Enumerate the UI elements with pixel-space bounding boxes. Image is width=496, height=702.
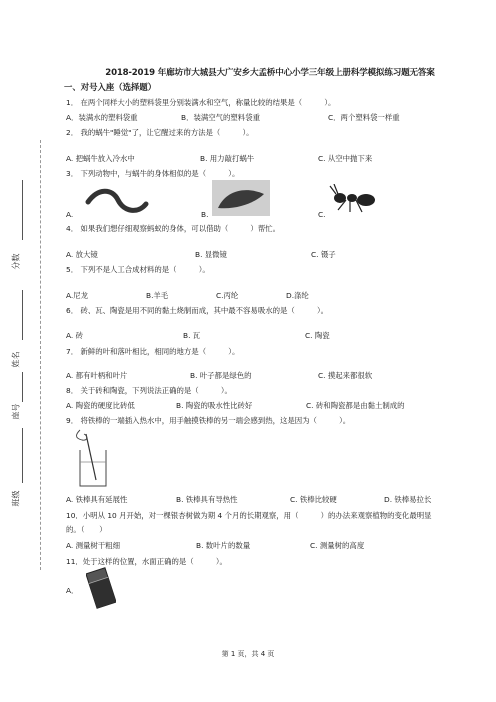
question-3: 3． 下列动物中，与蜗牛的身体相似的是（ ）。 bbox=[66, 169, 240, 178]
q1-option-a: A．装满水的塑料袋重 bbox=[66, 113, 138, 122]
q2-option-a: A. 把蜗牛放入冷水中 bbox=[66, 154, 135, 163]
q10-option-a: A. 测量树干粗细 bbox=[66, 541, 120, 550]
name-label: 姓名 bbox=[11, 351, 21, 368]
student-id-blank-line bbox=[22, 372, 23, 402]
q7-option-b: B. 叶子都是绿色的 bbox=[190, 371, 252, 380]
name-blank-line bbox=[22, 290, 23, 340]
page-footer: 第 1 页，共 4 页 bbox=[221, 650, 275, 658]
section-heading: 一、对号入座（选择题） bbox=[64, 82, 157, 92]
q6-option-c: C. 陶瓷 bbox=[305, 331, 330, 340]
tilted-container-image bbox=[86, 566, 116, 610]
q5-option-a: A.尼龙 bbox=[66, 291, 89, 300]
slug-image bbox=[212, 180, 270, 216]
question-1: 1． 在两个同样大小的塑料袋里分别装满水和空气，称量比较的结果是（ ）。 bbox=[66, 98, 336, 107]
question-7: 7． 新鲜的叶和落叶相比，相同的地方是（ ）。 bbox=[66, 347, 240, 356]
q5-option-d: D.涤纶 bbox=[286, 291, 309, 300]
q7-option-a: A. 都有叶柄和叶片 bbox=[66, 371, 128, 380]
question-2: 2． 我的蜗牛"睡觉"了，让它醒过来的方法是（ ）。 bbox=[66, 128, 254, 137]
q8-option-c: C. 砖和陶瓷都是由黏土制成的 bbox=[306, 401, 405, 410]
q2-option-b: B. 用力敲打蜗牛 bbox=[200, 154, 255, 163]
class-label: 班级 bbox=[11, 490, 21, 507]
q9-option-c: C. 铁棒比较硬 bbox=[290, 495, 337, 504]
q4-option-c: C. 镊子 bbox=[311, 250, 336, 259]
score-label: 分数 bbox=[11, 253, 21, 270]
q3-option-b: B. bbox=[201, 210, 209, 219]
question-11: 11．处于这样的位置，水面正确的是（ ）。 bbox=[66, 557, 227, 566]
q1-option-b: B．装满空气的塑料袋重 bbox=[181, 113, 260, 122]
beaker-with-rod-image bbox=[66, 428, 116, 490]
q1-option-c: C．两个塑料袋一样重 bbox=[328, 113, 400, 122]
score-blank-line bbox=[22, 180, 23, 240]
q5-option-c: C.丙纶 bbox=[216, 291, 239, 300]
page-title: 2018-2019 年廊坊市大城县大广安乡大孟桥中心小学三年级上册科学模拟练习题无答案 bbox=[105, 68, 435, 78]
question-4: 4． 如果我们想仔细观察蚂蚁的身体，可以借助（ ）帮忙。 bbox=[66, 224, 280, 233]
q6-option-a: A. 砖 bbox=[66, 331, 84, 340]
q7-option-c: C. 摸起来都很软 bbox=[318, 371, 373, 380]
question-10: 10．小明从 10 月开始，对一棵银杏树做为期 4 个月的长期观察，用（ ）的办法来观察植物的变化最明显 bbox=[66, 511, 432, 520]
q8-option-a: A. 陶瓷的硬度比砖低 bbox=[66, 401, 135, 410]
q6-option-b: B. 瓦 bbox=[183, 331, 201, 340]
q5-option-b: B.羊毛 bbox=[146, 291, 169, 300]
earthworm-image bbox=[84, 184, 150, 218]
q8-option-b: B. 陶瓷的吸水性比砖好 bbox=[176, 401, 253, 410]
q9-option-a: A. 铁棒具有延展性 bbox=[66, 495, 128, 504]
q4-option-b: B. 显微镜 bbox=[195, 250, 227, 259]
q2-option-c: C. 从空中抛下来 bbox=[318, 154, 373, 163]
question-9: 9． 将铁棒的一端插入热水中，用手触摸铁棒的另一端会感到热，这是因为（ ）。 bbox=[66, 416, 351, 425]
question-8: 8． 关于砖和陶瓷，下列说法正确的是（ ）。 bbox=[66, 386, 232, 395]
ant-image bbox=[328, 184, 382, 214]
question-5: 5． 下列不是人工合成材料的是（ ）。 bbox=[66, 265, 210, 274]
class-blank-line bbox=[22, 428, 23, 483]
q3-option-a: A. bbox=[66, 210, 74, 219]
q10-option-b: B. 数叶片的数量 bbox=[196, 541, 251, 550]
q11-option-a: A． bbox=[66, 586, 79, 595]
q3-option-c: C. bbox=[318, 210, 326, 219]
q10-option-c: C. 测量树的高度 bbox=[310, 541, 365, 550]
binding-dashed-line bbox=[40, 140, 41, 570]
q9-option-d: D. 铁棒易拉长 bbox=[384, 495, 432, 504]
question-10-continuation: 的。（ ） bbox=[66, 525, 107, 534]
student-id-label: 座号 bbox=[11, 403, 21, 420]
q9-option-b: B. 铁棒具有导热性 bbox=[176, 495, 238, 504]
q4-option-a: A. 放大镜 bbox=[66, 250, 98, 259]
question-6: 6． 砖、瓦、陶瓷是用不同的黏土烧制而成，其中最不容易吸水的是（ ）。 bbox=[66, 306, 329, 315]
